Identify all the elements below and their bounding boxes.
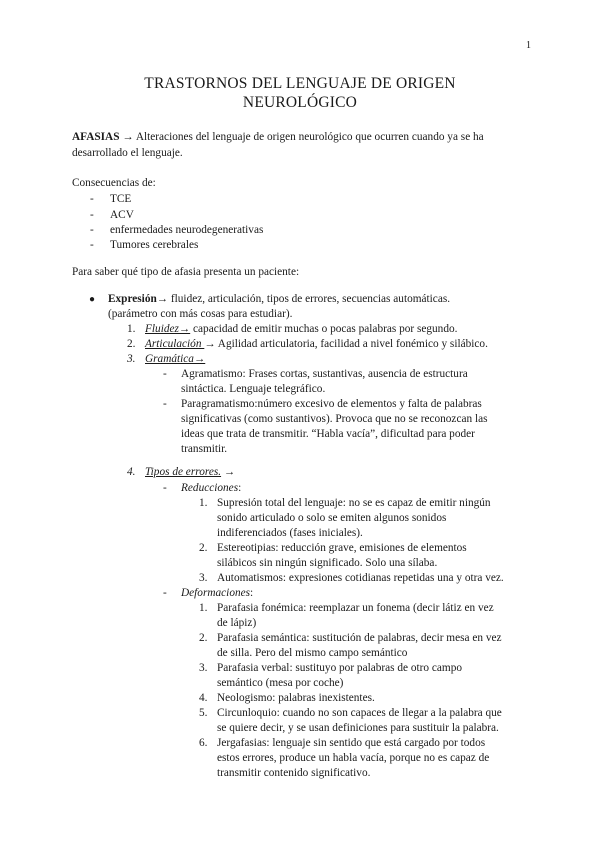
deformaciones-label: Deformaciones — [181, 587, 251, 599]
paragramatismo-line-2: significativas (como sustantivos). Provoca que no se reconozcan las — [181, 413, 488, 425]
reducciones-colon: : — [238, 482, 242, 494]
consecuencias-heading: Consecuencias de: — [72, 177, 156, 189]
page-number: 1 — [526, 40, 531, 51]
reducciones-label: Reducciones — [181, 482, 239, 494]
dash-marker: - — [90, 224, 94, 236]
deformacion-5-line-1: Circunloquio: cuando no son capaces de llegar a la palabra que — [217, 707, 502, 719]
reducciones-dash: - — [163, 482, 167, 494]
paragramatismo-line-4: transmitir. — [181, 443, 228, 455]
deformacion-3-number: 3. — [199, 662, 208, 674]
fluidez-text: capacidad de emitir muchas o pocas palabras por segundo. — [190, 323, 458, 335]
dash-marker: - — [90, 193, 94, 205]
list-item — [90, 208, 94, 223]
afasias-definition — [72, 130, 484, 145]
articulacion-term: Articulación — [145, 338, 205, 350]
consecuencia-tce: TCE — [110, 193, 132, 205]
expresion-line-1 — [108, 292, 450, 307]
gramatica-number: 3. — [127, 353, 136, 365]
dash-marker: - — [90, 209, 94, 221]
agramatismo-dash: - — [163, 368, 167, 380]
deformacion-1-line-2: de lápiz) — [217, 617, 257, 629]
afasias-line-2: desarrollado el lenguaje. — [72, 147, 183, 159]
expresion-line-2: (parámetro con más cosas para estudiar). — [108, 308, 293, 320]
expresion-desc: → fluidez, articulación, tipos de errores, secuencias automáticas. — [156, 293, 451, 305]
tipos-item — [145, 465, 235, 480]
list-item — [90, 192, 94, 207]
deformacion-5-line-2: se quiere decir, y se usan definiciones para sustituir la palabra. — [217, 722, 499, 734]
reduccion-3-number: 3. — [199, 572, 208, 584]
dash-marker: - — [90, 239, 94, 251]
expresion-term: Expresión — [108, 293, 157, 305]
reduccion-2-line-1: Estereotipias: reducción grave, emisiones de elementos — [217, 542, 467, 554]
fluidez-number: 1. — [127, 323, 136, 335]
consecuencia-neurodegenerativas: enfermedades neurodegenerativas — [110, 224, 264, 236]
list-item — [90, 223, 94, 238]
paragramatismo-line-3: ideas que trata de transmitir. “Habla vacía”, dificultad para poder — [181, 428, 475, 440]
bullet-icon: ● — [89, 294, 96, 305]
deformacion-6-line-2: estos errores, produce un habla vacía, porque no es capaz de — [217, 752, 490, 764]
consecuencia-tumores: Tumores cerebrales — [110, 239, 199, 251]
agramatismo-line-2: sintáctica. Lenguaje telegráfico. — [181, 383, 326, 395]
reduccion-3-line-1: Automatismos: expresiones cotidianas repetidas una y otra vez. — [217, 572, 504, 584]
reduccion-1-number: 1. — [199, 497, 208, 509]
deformacion-1-number: 1. — [199, 602, 208, 614]
afasias-line-1: Alteraciones del lenguaje de origen neurológico que ocurren cuando ya se ha — [135, 131, 484, 143]
title-line-1: TRASTORNOS DEL LENGUAJE DE ORIGEN — [144, 75, 456, 92]
articulacion-text: → Agilidad articulatoria, facilidad a nivel fonémico y silábico. — [204, 338, 488, 350]
deformacion-6-number: 6. — [199, 737, 208, 749]
deformaciones-dash: - — [163, 587, 167, 599]
deformaciones-heading — [181, 586, 253, 601]
deformacion-2-line-2: de silla. Pero del mismo campo semántico — [217, 647, 408, 659]
consecuencia-acv: ACV — [110, 209, 134, 221]
gramatica-term: Gramática→ — [145, 353, 206, 365]
tipos-arrow: → — [221, 466, 236, 478]
agramatismo-line-1: Agramatismo: Frases cortas, sustantivas, ausencia de estructura — [181, 368, 468, 380]
deformacion-2-line-1: Parafasia semántica: sustitución de palabras, decir mesa en vez — [217, 632, 502, 644]
deformacion-4-number: 4. — [199, 692, 208, 704]
deformacion-2-number: 2. — [199, 632, 208, 644]
gramatica-item — [145, 352, 205, 367]
page-title — [0, 74, 600, 112]
intro-text: Para saber qué tipo de afasia presenta un paciente: — [72, 266, 300, 278]
deformacion-6-line-1: Jergafasias: lenguaje sin sentido que está cargado por todos — [217, 737, 486, 749]
title-line-2: NEUROLÓGICO — [242, 94, 358, 111]
list-item — [90, 238, 94, 253]
reduccion-1-line-2: sonido articulado o solo se emiten algunos sonidos — [217, 512, 447, 524]
articulacion-item — [145, 337, 488, 352]
reduccion-1-line-3: indiferenciados (fases iniciales). — [217, 527, 363, 539]
articulacion-number: 2. — [127, 338, 136, 350]
tipos-number: 4. — [127, 466, 136, 478]
deformacion-5-number: 5. — [199, 707, 208, 719]
afasias-arrow: → — [119, 131, 136, 143]
tipos-term: Tipos de errores. — [145, 466, 222, 478]
fluidez-item — [145, 322, 457, 337]
fluidez-term: Fluidez→ — [145, 323, 191, 335]
reduccion-2-line-2: silábicos sin ningún significado. Solo una sílaba. — [217, 557, 438, 569]
reduccion-1-line-1: Supresión total del lenguaje: no se es capaz de emitir ningún — [217, 497, 491, 509]
deformacion-4-line-1: Neologismo: palabras inexistentes. — [217, 692, 375, 704]
reducciones-heading — [181, 481, 241, 496]
deformacion-3-line-1: Parafasia verbal: sustituyo por palabras de otro campo — [217, 662, 463, 674]
deformaciones-colon: : — [250, 587, 254, 599]
deformacion-6-line-3: transmitir contenido significativo. — [217, 767, 371, 779]
reduccion-2-number: 2. — [199, 542, 208, 554]
deformacion-1-line-1: Parafasia fonémica: reemplazar un fonema (decir látiz en vez — [217, 602, 494, 614]
paragramatismo-dash: - — [163, 398, 167, 410]
paragramatismo-line-1: Paragramatismo:número excesivo de elementos y falta de palabras — [181, 398, 482, 410]
afasias-term: AFASIAS — [72, 131, 120, 143]
deformacion-3-line-2: semántico (mesa por coche) — [217, 677, 344, 689]
